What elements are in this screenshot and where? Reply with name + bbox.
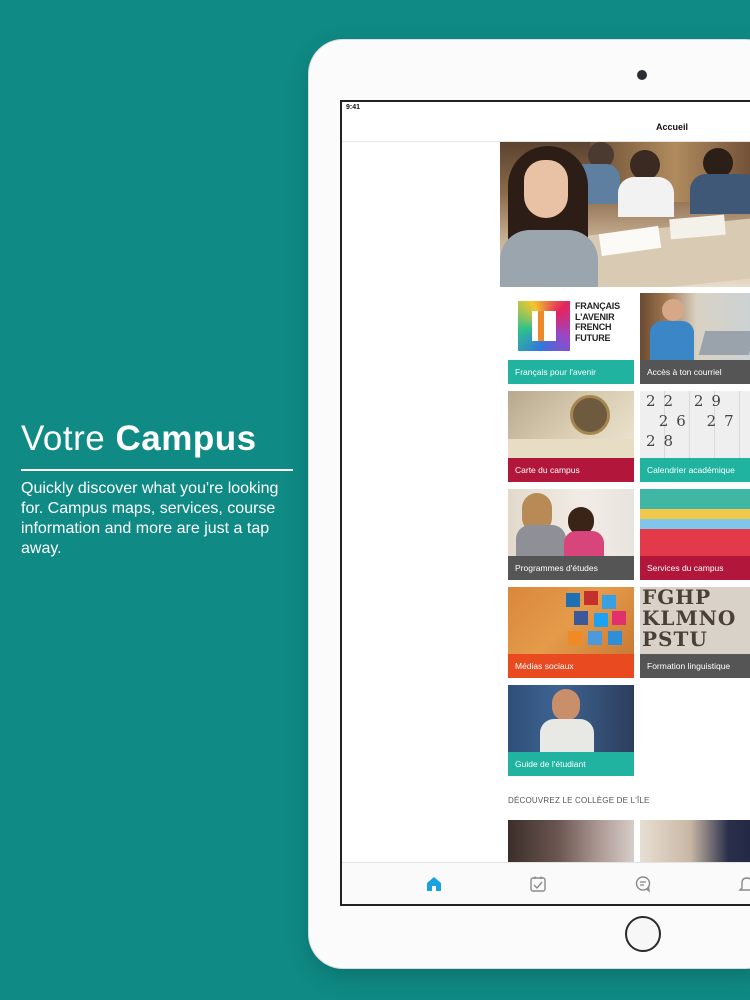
camera-icon	[637, 70, 647, 80]
tile-label: Accès à ton courriel	[640, 360, 750, 384]
fpa-logo-icon	[518, 301, 570, 351]
checklist-icon[interactable]	[529, 875, 547, 893]
tile-calendrier[interactable]	[640, 391, 750, 482]
tile-label: Guide de l'étudiant	[508, 752, 634, 776]
student-laptop-image	[640, 293, 750, 360]
tile-label: Programmes d'études	[508, 556, 634, 580]
tile-guide[interactable]	[508, 685, 634, 776]
student-portrait-image	[508, 685, 634, 752]
chat-icon[interactable]	[634, 875, 652, 893]
promo-title-light: Votre	[21, 419, 106, 458]
social-cubes-image	[508, 587, 634, 654]
promo-divider	[21, 469, 293, 471]
promo-panel	[21, 420, 296, 559]
bell-icon[interactable]	[738, 875, 750, 893]
tile-label: Services du campus	[640, 556, 750, 580]
mother-child-image	[508, 489, 634, 556]
home-icon[interactable]	[425, 875, 443, 893]
tile-francais-avenir[interactable]	[508, 293, 634, 384]
promo-title	[21, 420, 296, 459]
logo-text: FRANÇAIS L'AVENIR FRENCH FUTURE	[575, 301, 620, 343]
tile-label: Formation linguistique	[640, 654, 750, 678]
nav-title: Accueil	[655, 122, 688, 132]
home-button[interactable]	[625, 916, 661, 952]
hero-image	[500, 142, 750, 287]
tab-bar	[342, 862, 750, 905]
promo-title-bold: Campus	[115, 419, 257, 458]
tile-formation[interactable]	[640, 587, 750, 678]
discover-card-2[interactable]	[640, 820, 750, 862]
tile-label: Carte du campus	[508, 458, 634, 482]
tile-programmes[interactable]	[508, 489, 634, 580]
tile-services[interactable]	[640, 489, 750, 580]
discover-section-title: DÉCOUVREZ LE COLLÈGE DE L'ÎLE	[508, 796, 650, 805]
tile-label: Français pour l'avenir	[508, 360, 634, 384]
letters-image: FGHP KLMNO PSTU	[640, 587, 750, 654]
classroom-image	[508, 820, 634, 862]
promo-description: Quickly discover what you're looking for. Campus maps, services, course information and more are just a tap away.	[21, 479, 279, 557]
tile-carte-campus[interactable]	[508, 391, 634, 482]
app-screen	[340, 100, 750, 906]
group-photo-image	[640, 820, 750, 862]
calendar-image: 22 29 26 27 28	[640, 391, 750, 458]
ipad-device	[309, 40, 750, 968]
tile-medias[interactable]	[508, 587, 634, 678]
tile-acces-courriel[interactable]	[640, 293, 750, 384]
tile-label: Médias sociaux	[508, 654, 634, 678]
tile-label: Calendrier académique	[640, 458, 750, 482]
index-cards-image	[640, 489, 750, 556]
map-compass-image	[508, 391, 634, 458]
francais-avenir-logo	[508, 293, 634, 360]
status-time: 9:41	[346, 104, 361, 111]
discover-card-1[interactable]	[508, 820, 634, 862]
